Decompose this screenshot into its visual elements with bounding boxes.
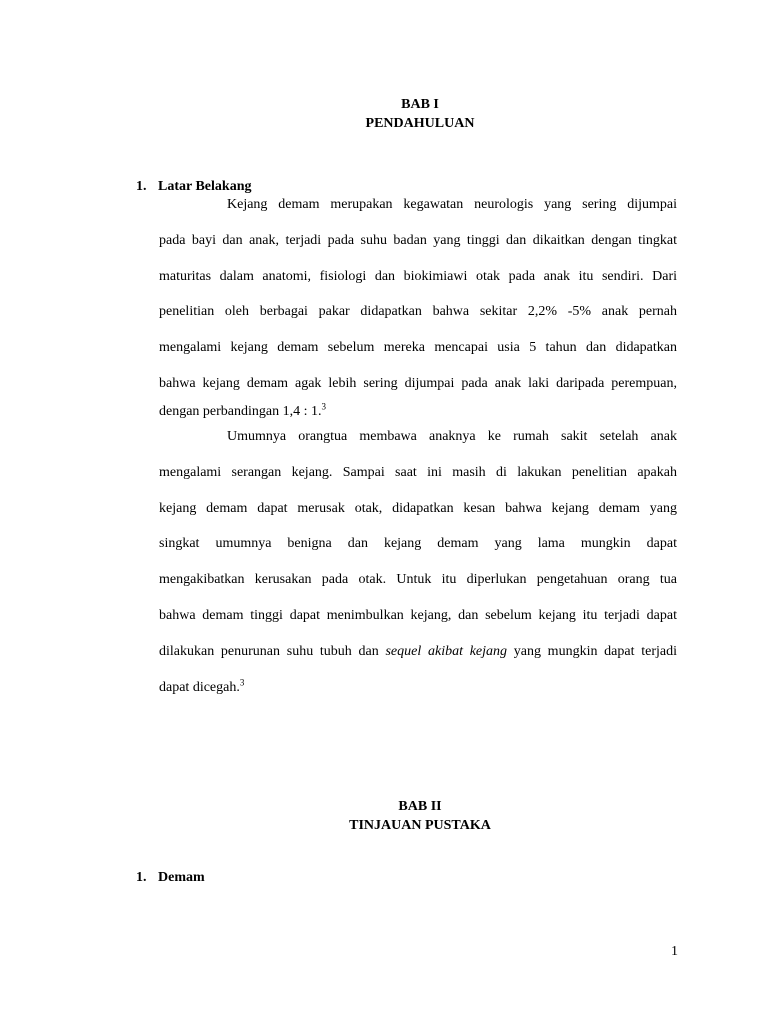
paragraph-1-last-line — [159, 402, 677, 420]
citation-reference: 3 — [239, 676, 245, 687]
paragraph-1-line: penelitian oleh berbagai pakar didapatkan bahwa sekitar 2,2% -5% anak pernah — [159, 304, 677, 320]
paragraph-2-line: Umumnya orangtua membawa anaknya ke rumah sakit setelah anak — [227, 429, 677, 444]
chapter-2-heading — [0, 797, 768, 835]
paragraph-2-line-text: dapat dicegah. — [159, 679, 240, 695]
paragraph-1-line: bahwa kejang demam agak lebih sering dijumpai pada anak laki daripada perempuan, — [159, 375, 677, 391]
section-2-1-heading — [136, 868, 205, 887]
paragraph-1-line: mengalami kejang demam sebelum mereka mencapai usia 5 tahun dan didapatkan — [159, 340, 677, 356]
emphasized-term: sequel akibat kejang — [385, 643, 508, 659]
paragraph-1-line: Kejang demam merupakan kegawatan neurologis yang sering dijumpai — [227, 197, 677, 212]
page-number: 1 — [671, 944, 678, 959]
paragraph-1-line-text: dengan perbandingan 1,4 : 1. — [159, 403, 322, 419]
paragraph-1 — [159, 187, 677, 420]
paragraph-2-last-line — [159, 670, 677, 706]
paragraph-2 — [159, 419, 677, 705]
paragraph-1-line: pada bayi dan anak, terjadi pada suhu badan yang tinggi dan dikaitkan dengan tingkat — [159, 232, 677, 248]
section-1-1-number: 1. — [136, 179, 147, 194]
chapter-2-label: BAB II — [398, 799, 442, 814]
section-1-1-title: Latar Belakang — [158, 179, 252, 194]
paragraph-2-line: bahwa demam tinggi dapat menimbulkan kejang, dan sebelum kejang itu terjadi dapat — [159, 607, 677, 623]
paragraph-2-line: singkat umumnya benigna dan kejang demam yang lama mungkin dapat — [159, 536, 677, 552]
paragraph-1-line: maturitas dalam anatomi, fisiologi dan biokimiawi otak pada anak itu sendiri. Dari — [159, 268, 677, 284]
paragraph-2-line: kejang demam dapat merusak otak, didapatkan kesan bahwa kejang demam yang — [159, 500, 677, 516]
paragraph-2-line-7-end: yang mungkin dapat terjadi — [507, 643, 677, 659]
section-2-1-title: Demam — [158, 870, 205, 885]
paragraph-2-line-7-start: dilakukan penurunan suhu tubuh dan — [159, 643, 386, 659]
paragraph-2-line: mengakibatkan kerusakan pada otak. Untuk itu diperlukan pengetahuan orang tua — [159, 572, 677, 588]
paragraph-2-line: mengalami serangan kejang. Sampai saat ini masih di lakukan penelitian apakah — [159, 464, 677, 480]
citation-reference: 3 — [321, 401, 327, 412]
chapter-1-label: BAB I — [401, 97, 439, 112]
section-2-1-number: 1. — [136, 870, 147, 885]
chapter-1-title: PENDAHULUAN — [365, 116, 475, 131]
chapter-1-heading — [0, 95, 768, 133]
paragraph-2-line-7 — [159, 634, 677, 670]
chapter-2-title: TINJAUAN PUSTAKA — [349, 818, 491, 833]
